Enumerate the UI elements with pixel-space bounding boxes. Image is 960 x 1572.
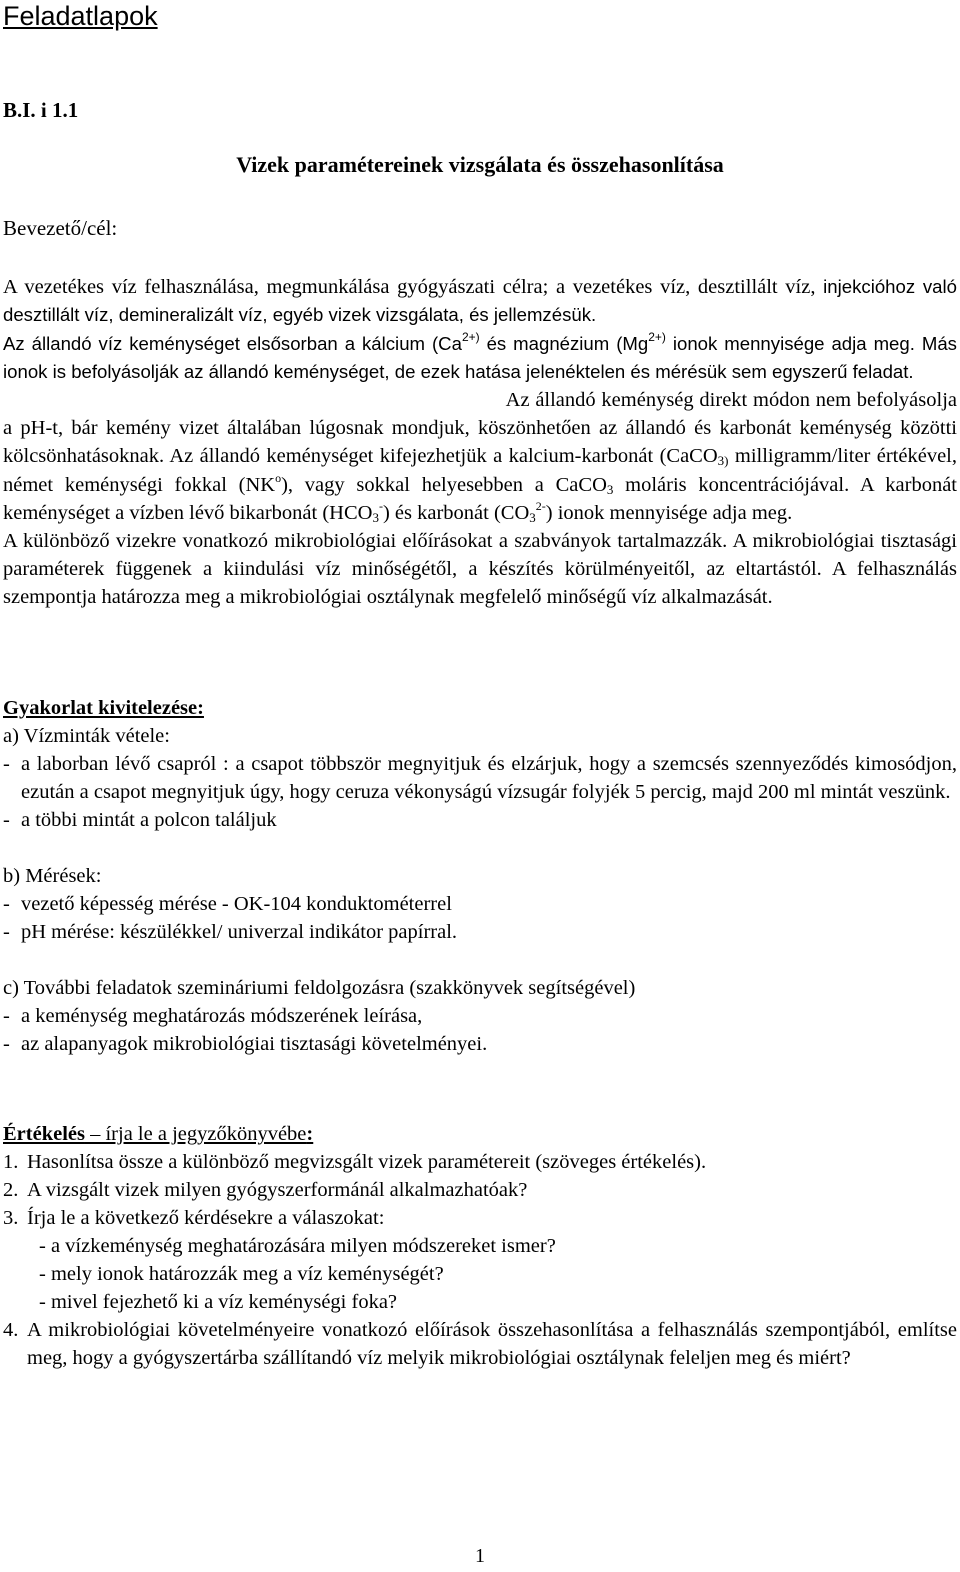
evaluation-heading: Értékelés – írja le a jegyzőkönyvébe: xyxy=(3,1123,314,1145)
intro-heading: Bevezető/cél: xyxy=(3,216,118,240)
list-item: - a többi mintát a polcon találjuk xyxy=(3,809,277,831)
list-item: - vezető képesség mérése - OK-104 konduktométerrel xyxy=(3,893,452,915)
intro-section xyxy=(3,273,957,387)
list-item: - a keménység meghatározás módszerének leírása, xyxy=(3,1005,423,1027)
list-item: 4. A mikrobiológiai követelményeire vonatkozó előírások összehasonlítása a felhasználás szempontjából, említse meg, hogy a gyógyszertárba szállítandó víz melyik mikrobiológiai osztálynak feleljen meg és miért? xyxy=(3,1319,957,1369)
list-item: 3. Írja le a következő kérdésekre a válaszokat: xyxy=(3,1207,385,1229)
list-item: - a vízkeménység meghatározására milyen módszereket ismer? xyxy=(39,1235,556,1257)
section-code: B.I. i 1.1 xyxy=(3,98,79,122)
practice-section xyxy=(3,694,957,1058)
subsection-b-title: b) Mérések: xyxy=(3,865,102,887)
list-item: - mivel fejezhető ki a víz keménységi foka? xyxy=(39,1291,398,1313)
practice-heading: Gyakorlat kivitelezése: xyxy=(3,697,204,719)
list-item: 2. A vizsgált vizek milyen gyógyszerformánál alkalmazhatóak? xyxy=(3,1179,528,1201)
intro-paragraph-2: Az állandó víz keménységet elsősorban a kálcium ($Ca^{2+)}$ és magnézium ($Mg^{2+)}$ ionok mennyisége adja meg. Más ionok is befolyásolják az állandó keménységet, de ezek hatása jelenéktelen és mérésük sem egyszerű feladat. xyxy=(3,329,957,383)
list-item: - pH mérése: készülékkel/ univerzal indikátor papírral. xyxy=(3,921,458,943)
subsection-c-title: c) További feladatok szemináriumi feldolgozásra (szakkönyvek segítségével) xyxy=(3,977,636,999)
list-item: 1. Hasonlítsa össze a különböző megvizsgált vizek paramétereit (szöveges értékelés). xyxy=(3,1151,707,1173)
intro-paragraph-1: A vezetékes víz felhasználása, megmunkálása gyógyászati célra; a vezetékes víz, desztillált víz, injekcióhoz való desztillált víz, demineralizált víz, egyéb vizek vizsgálata, és jellemzésük. xyxy=(3,276,957,326)
hardness-paragraph: Az állandó keménység direkt módon nem befolyásolja a pH-t, bár kemény vizet általában lúgosnak mondjuk, köszönhetően az állandó és karbonát keménység közötti kölcsönhatásoknak. Az állandó keménységet kifejezhetjük a kalcium-karbonát (CaCO$_{3)}$ milligramm/liter értékével, német keménységi fokkal $(NK^o)$, vagy sokkal helyesebben a CaCO$_3$ moláris koncentrációjával. A karbonát keménységet a vízben lévő bikarbonát $(HCO_3^-)$ és karbonát $(CO_3^{2-})$ ionok mennyisége adja meg. A különböző vizekre vonatkozó mikrobiológiai előírásokat a szabványok tartalmazzák. A mikrobiológiai tisztasági paraméterek függenek a kiindulási víz minőségétől, a készítés körülményeitől, az eltartástól. A felhasználás szempontja határozza meg a mikrobiológiai osztálynak megfelelő minőségű víz alkalmazását. xyxy=(3,386,957,612)
evaluation-section xyxy=(3,1120,957,1372)
list-item: - a laborban lévő csapról : a csapot többször megnyitjuk és elzárjuk, hogy a szemcsés szennyeződés kimosódjon, ezután a csapot megnyitjuk úgy, hogy ceruza vékonyságú vízsugár folyjék 5 percig, majd 200 ml mintát veszünk. xyxy=(3,753,957,803)
document-title: Vizek paramétereinek vizsgálata és összehasonlítása xyxy=(236,152,724,177)
page-number: 1 xyxy=(475,1545,485,1567)
subsection-a-title: a) Vízminták vétele: xyxy=(3,725,170,747)
microbiology-paragraph: A különböző vizekre vonatkozó mikrobiológiai előírásokat a szabványok tartalmazzák. A mikrobiológiai tisztasági paraméterek függenek a kiindulási víz minőségétől, a készítés körülményeitől, az eltartástól. A felhasználás szempontja határozza meg a mikrobiológiai osztálynak megfelelő minőségű víz alkalmazását. xyxy=(3,530,957,609)
header-title: Feladatlapok xyxy=(3,1,158,31)
list-item: - az alapanyagok mikrobiológiai tisztasági követelményei. xyxy=(3,1033,488,1055)
list-item: - mely ionok határozzák meg a víz keménységét? xyxy=(39,1263,444,1285)
